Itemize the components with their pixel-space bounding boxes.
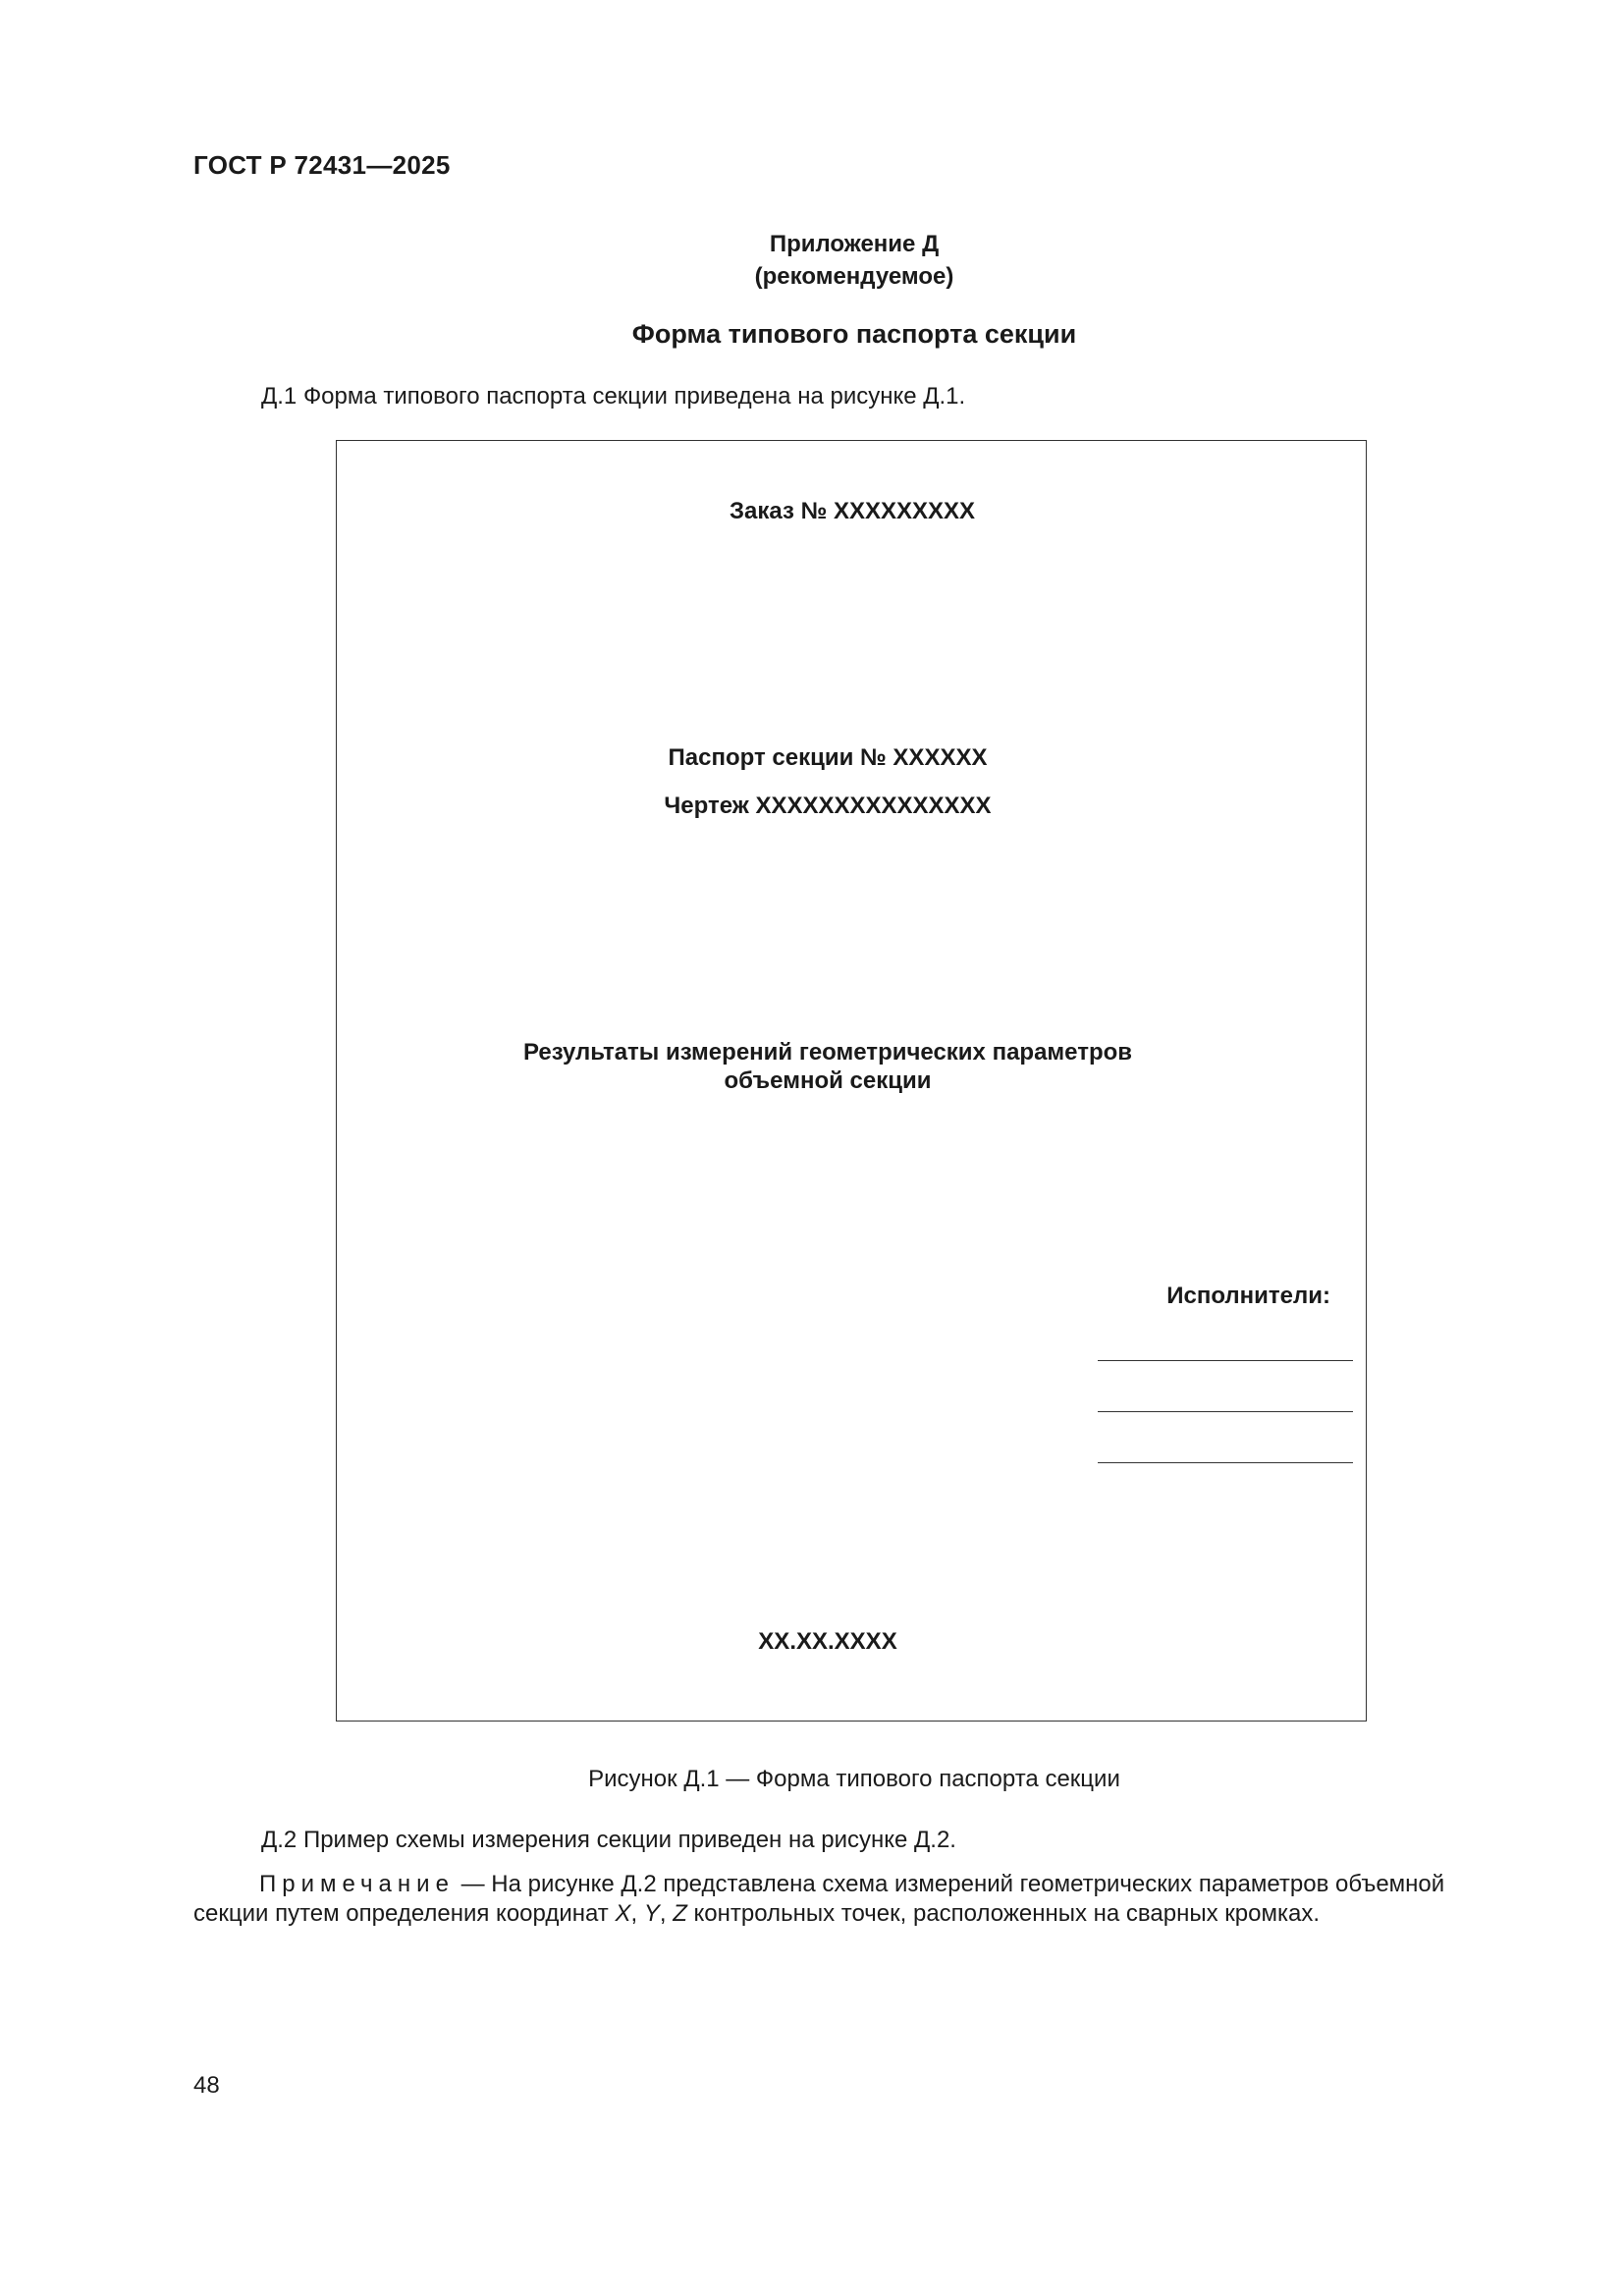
paragraph-d1: Д.1 Форма типового паспорта секции приведена на рисунке Д.1.	[261, 383, 966, 410]
appendix-heading	[0, 228, 1623, 293]
note	[193, 1870, 1514, 1929]
form-passport-number: Паспорт секции № XXXXXX	[668, 744, 988, 771]
form-results-line-1: Результаты измерений геометрических параметров	[522, 1039, 1133, 1066]
note-text-1: — На рисунке Д.2 представлена схема измерений геометрических параметров объемной секции путем определения координат	[193, 1871, 1445, 1927]
section-title: Форма типового паспорта секции	[631, 319, 1077, 349]
note-text-2: контрольных точек, расположенных на сварных кромках.	[686, 1900, 1321, 1927]
form-results-title	[337, 1038, 1319, 1095]
form-date: XX.XX.XXXX	[758, 1628, 897, 1655]
note-separator-1: ,	[630, 1900, 644, 1927]
signature-line-2	[1098, 1411, 1353, 1412]
document-header: ГОСТ Р 72431—2025	[193, 150, 451, 180]
signature-line-1	[1098, 1360, 1353, 1361]
appendix-status: (рекомендуемое)	[754, 263, 954, 290]
note-label: Примечание	[259, 1871, 455, 1897]
form-order-number: Заказ № XXXXXXXXX	[729, 498, 976, 524]
page-number: 48	[193, 2072, 220, 2099]
form-performers-label: Исполнители:	[1166, 1283, 1330, 1309]
note-separator-2: ,	[659, 1900, 674, 1927]
form-results-line-2: объемной секции	[724, 1067, 932, 1094]
form-drawing-number: Чертеж XXXXXXXXXXXXXXX	[664, 793, 992, 819]
note-coordinate-x: X	[615, 1900, 631, 1927]
note-body	[193, 1870, 1514, 1929]
signature-line-3	[1098, 1462, 1353, 1463]
note-coordinate-z: Z	[673, 1900, 687, 1927]
paragraph-d2: Д.2 Пример схемы измерения секции приведен на рисунке Д.2.	[261, 1827, 956, 1853]
appendix-title: Приложение Д	[769, 231, 940, 257]
passport-form-figure	[336, 440, 1367, 1722]
note-coordinate-y: Y	[643, 1900, 660, 1927]
figure-caption: Рисунок Д.1 — Форма типового паспорта секции	[588, 1766, 1120, 1792]
